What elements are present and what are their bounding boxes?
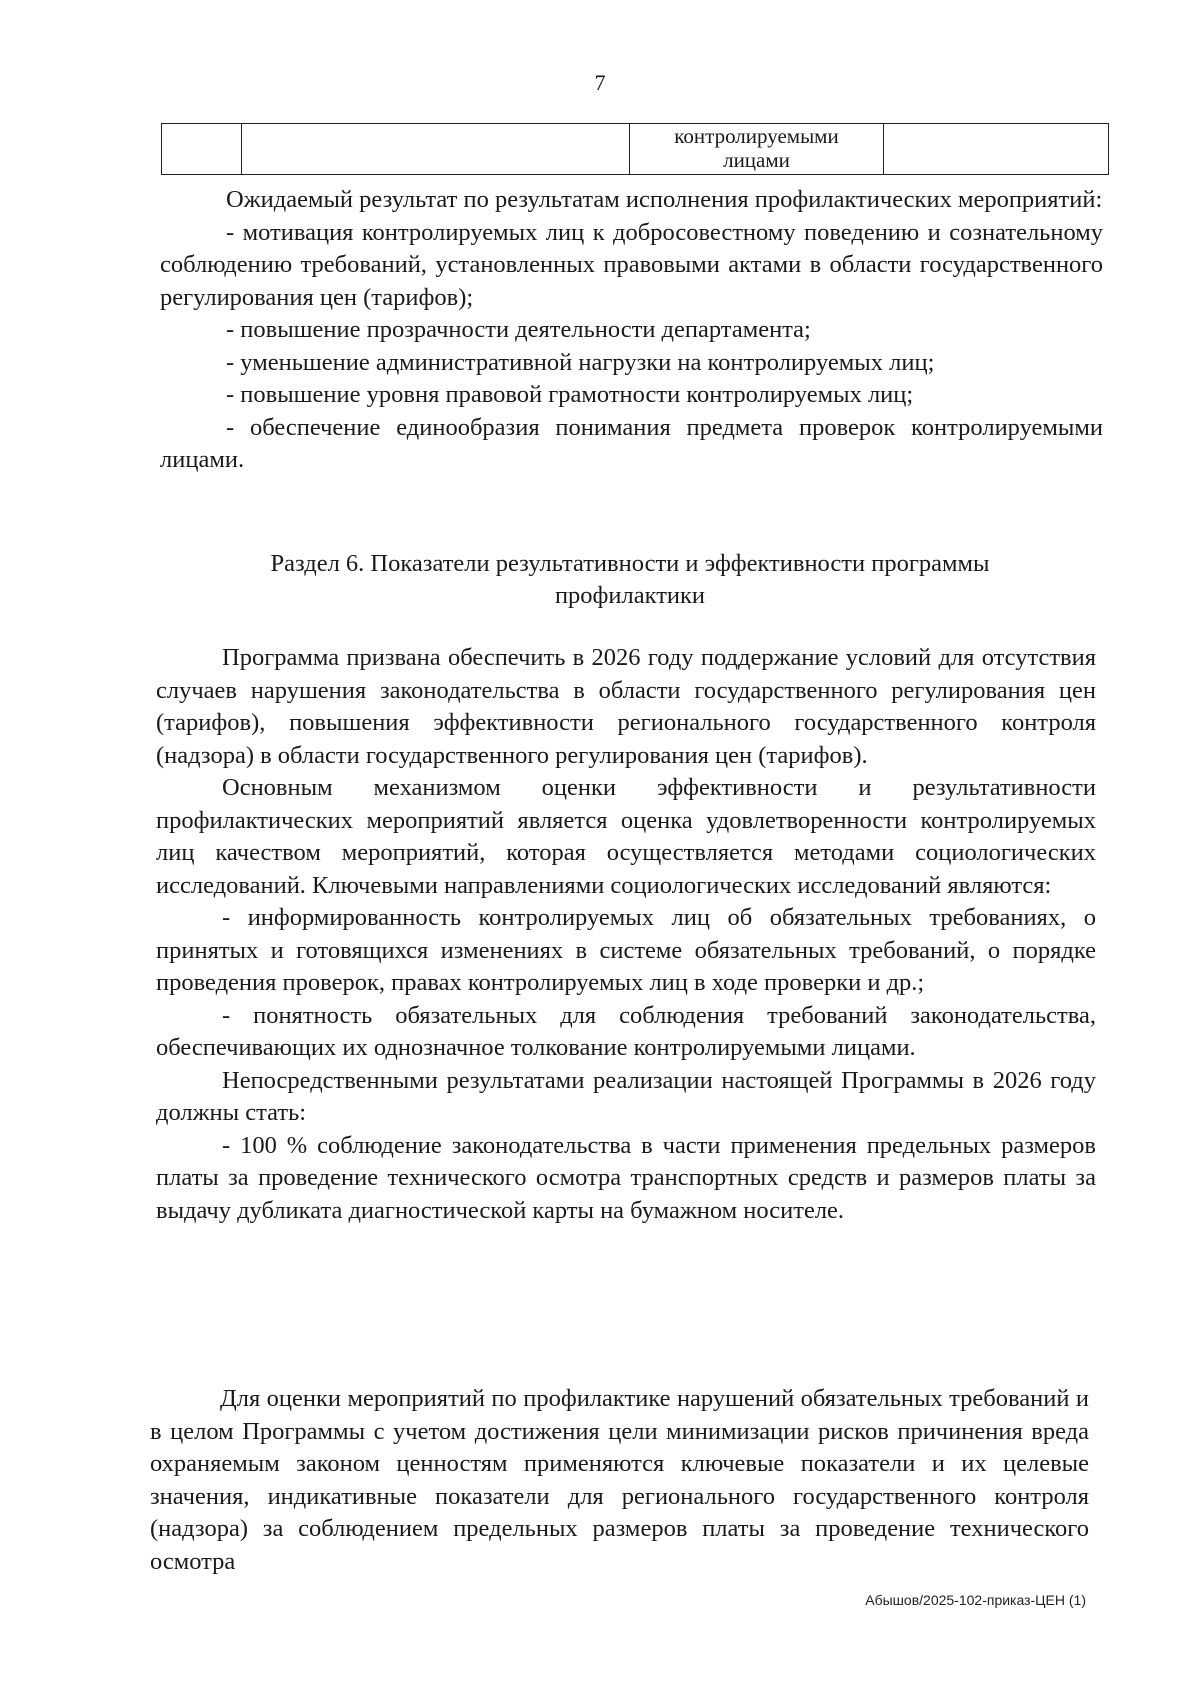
- table-cell-1: [162, 124, 242, 175]
- expected-result-block: [160, 184, 1103, 477]
- expected-result-item: - мотивация контролируемых лиц к добросовестному поведению и сознательному соблюдению требований, установленных правовыми актами в области государственного регулирования цен (тарифов);: [160, 218, 1103, 311]
- section-heading: [200, 548, 1060, 612]
- table-row: [162, 124, 1109, 175]
- expected-result-item: - повышение уровня правовой грамотности контролируемых лиц;: [226, 381, 914, 408]
- continuation-table: [161, 123, 1109, 175]
- body-paragraph: Непосредственными результатами реализации настоящей Программы в 2026 году должны стать:: [156, 1066, 1096, 1126]
- expected-result-item: - обеспечение единообразия понимания предмета проверок контролируемыми лицами.: [160, 413, 1103, 473]
- expected-result-item: - уменьшение административной нагрузки на контролируемых лиц;: [226, 348, 935, 376]
- table-cell-3-line2: лицами: [723, 148, 790, 172]
- page-number: 7: [594, 70, 606, 95]
- body-paragraph: - понятность обязательных для соблюдения требований законодательства, обеспечивающих их однозначное толкование контролируемыми лицами.: [156, 1001, 1096, 1061]
- table-cell-3: [630, 124, 884, 175]
- table-cell-4: [884, 124, 1109, 175]
- body-paragraph-last: Для оценки мероприятий по профилактике нарушений обязательных требований и в целом Программы с учетом достижения цели минимизации рисков причинения вреда охраняемым законом ценностям применяются ключевые показатели и их целевые значения, индикативные показатели для регионального государственного контроля (надзора) за соблюдением предельных размеров платы за проведение технического осмотра: [150, 1385, 1089, 1575]
- body-paragraph: Программа призвана обеспечить в 2026 году поддержание условий для отсутствия случаев нарушения законодательства в области государственного регулирования цен (тарифов), повышения эффективности регионального государственного контроля (надзора) в области государственного регулирования цен (тарифов).: [156, 644, 1096, 769]
- table-cell-3-line1: контролируемыми: [674, 124, 839, 148]
- expected-result-intro: Ожидаемый результат по результатам исполнения профилактических мероприятий:: [226, 186, 1103, 213]
- section-heading-line1: Раздел 6. Показатели результативности и эффективности программы: [270, 550, 990, 577]
- document-footer-id: Абышов/2025-102-приказ-ЦЕН (1): [865, 1592, 1086, 1608]
- body-paragraph: - 100 % соблюдение законодательства в части применения предельных размеров платы за проведение технического осмотра транспортных средств и размеров платы за выдачу дубликата диагностической карты на бумажном носителе.: [156, 1131, 1096, 1224]
- section6-last-paragraph-block: [150, 1383, 1089, 1578]
- expected-result-item: - повышение прозрачности деятельности департамента;: [226, 316, 811, 343]
- section-heading-line2: профилактики: [554, 582, 706, 609]
- table-cell-2: [242, 124, 630, 175]
- body-paragraph: - информированность контролируемых лиц об обязательных требованиях, о принятых и готовящихся изменениях в системе обязательных требований, о порядке проведения проверок, правах контролируемых лиц в ходе проверки и др.;: [156, 904, 1096, 996]
- section6-body: [156, 642, 1096, 1227]
- body-paragraph: Основным механизмом оценки эффективности и результативности профилактических мероприятий является оценка удовлетворенности контролируемых лиц качеством мероприятий, которая осуществляется методами социологических исследований. Ключевыми направлениями социологических исследований являются:: [156, 774, 1096, 899]
